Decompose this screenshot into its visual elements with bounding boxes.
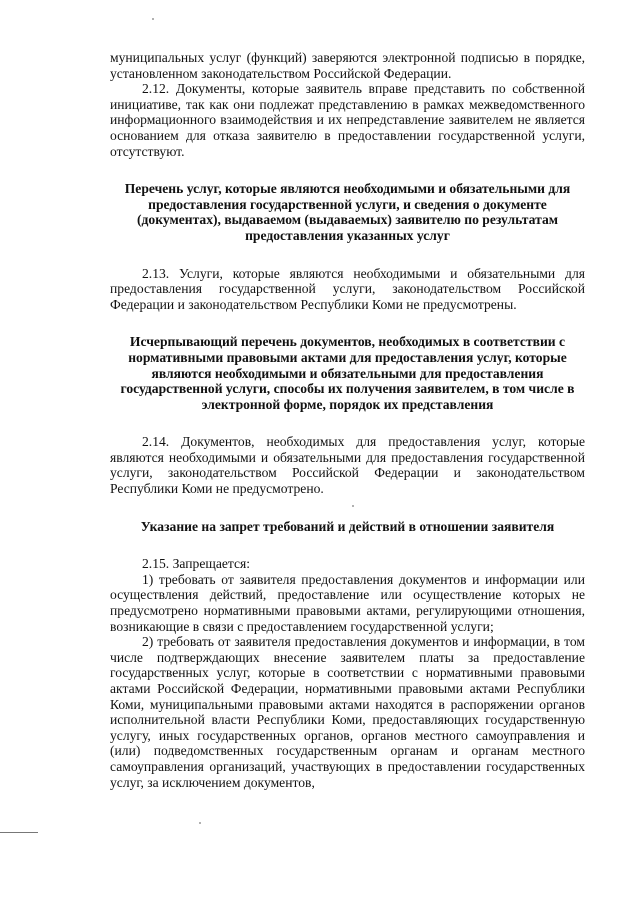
list-item-2: 2) требовать от заявителя предоставления документов и информации, в том числе подтверждающих внесение заявителем платы за предоставление государственных услуг, которые в соответствии с нормативными правовыми актами Российской Федерации, нормативными правовыми актами Республики Коми, муниципальными правовыми актами находятся в распоряжении органов исполнительной власти Республики Коми, предоставляющих государственную услугу, иных государственных органов, органов местного самоуправления и (или) подведомственных государственным органам и органам местного самоуправления организаций, участвующих в предоставлении государственных услуг, за исключением документов, <box>110 634 585 790</box>
scan-speck <box>199 822 201 824</box>
document-page <box>110 50 585 790</box>
list-item-1: 1) требовать от заявителя предоставления документов и информации или осуществления действий, предоставление или осуществление которых не предусмотрено нормативными правовыми актами, регулирующими отношения, возникающие в связи с предоставлением государственной услуги; <box>110 571 585 634</box>
paragraph-2-13: 2.13. Услуги, которые являются необходимыми и обязательными для предоставления государственной услуги, законодательством Российской Федерации и законодательством Республики Коми не предусмотрены. <box>110 265 585 312</box>
section-heading-prohibitions: Указание на запрет требований и действий в отношении заявителя <box>140 518 555 534</box>
scan-edge-line <box>0 832 38 833</box>
scan-speck <box>152 18 154 20</box>
paragraph-2-15: 2.15. Запрещается: <box>142 556 251 572</box>
paragraph-continuation: муниципальных услуг (функций) заверяются электронной подписью в порядке, установленном законодательством Российской Федерации. <box>110 50 585 81</box>
paragraph-2-12: 2.12. Документы, которые заявитель вправе представить по собственной инициативе, так как они подлежат представлению в рамках межведомственного информационного взаимодействия и их непредставление заявителем не является основанием для отказа заявителю в предоставлении государственной услуги, отсутствуют. <box>110 81 585 159</box>
paragraph-2-14: 2.14. Документов, необходимых для предоставления услуг, которые являются необходимыми и обязательными для предоставления государственной услуги, законодательством Российской Федерации и законодательством Республики Коми не предусмотрено. <box>110 434 585 497</box>
section-heading-documents-list: Исчерпывающий перечень документов, необходимых в соответствии с нормативными правовыми актами для предоставления услуг, которые являются необходимыми и обязательными для предоставления государственной услуги, способы их получения заявителем, в том числе в электронной форме, порядок их представления <box>120 334 575 412</box>
section-heading-services-list: Перечень услуг, которые являются необходимыми и обязательными для предоставления государственной услуги, и сведения о документе (документах), выдаваемом (выдаваемых) заявителю по результатам предоставления указанных услуг <box>124 181 571 243</box>
